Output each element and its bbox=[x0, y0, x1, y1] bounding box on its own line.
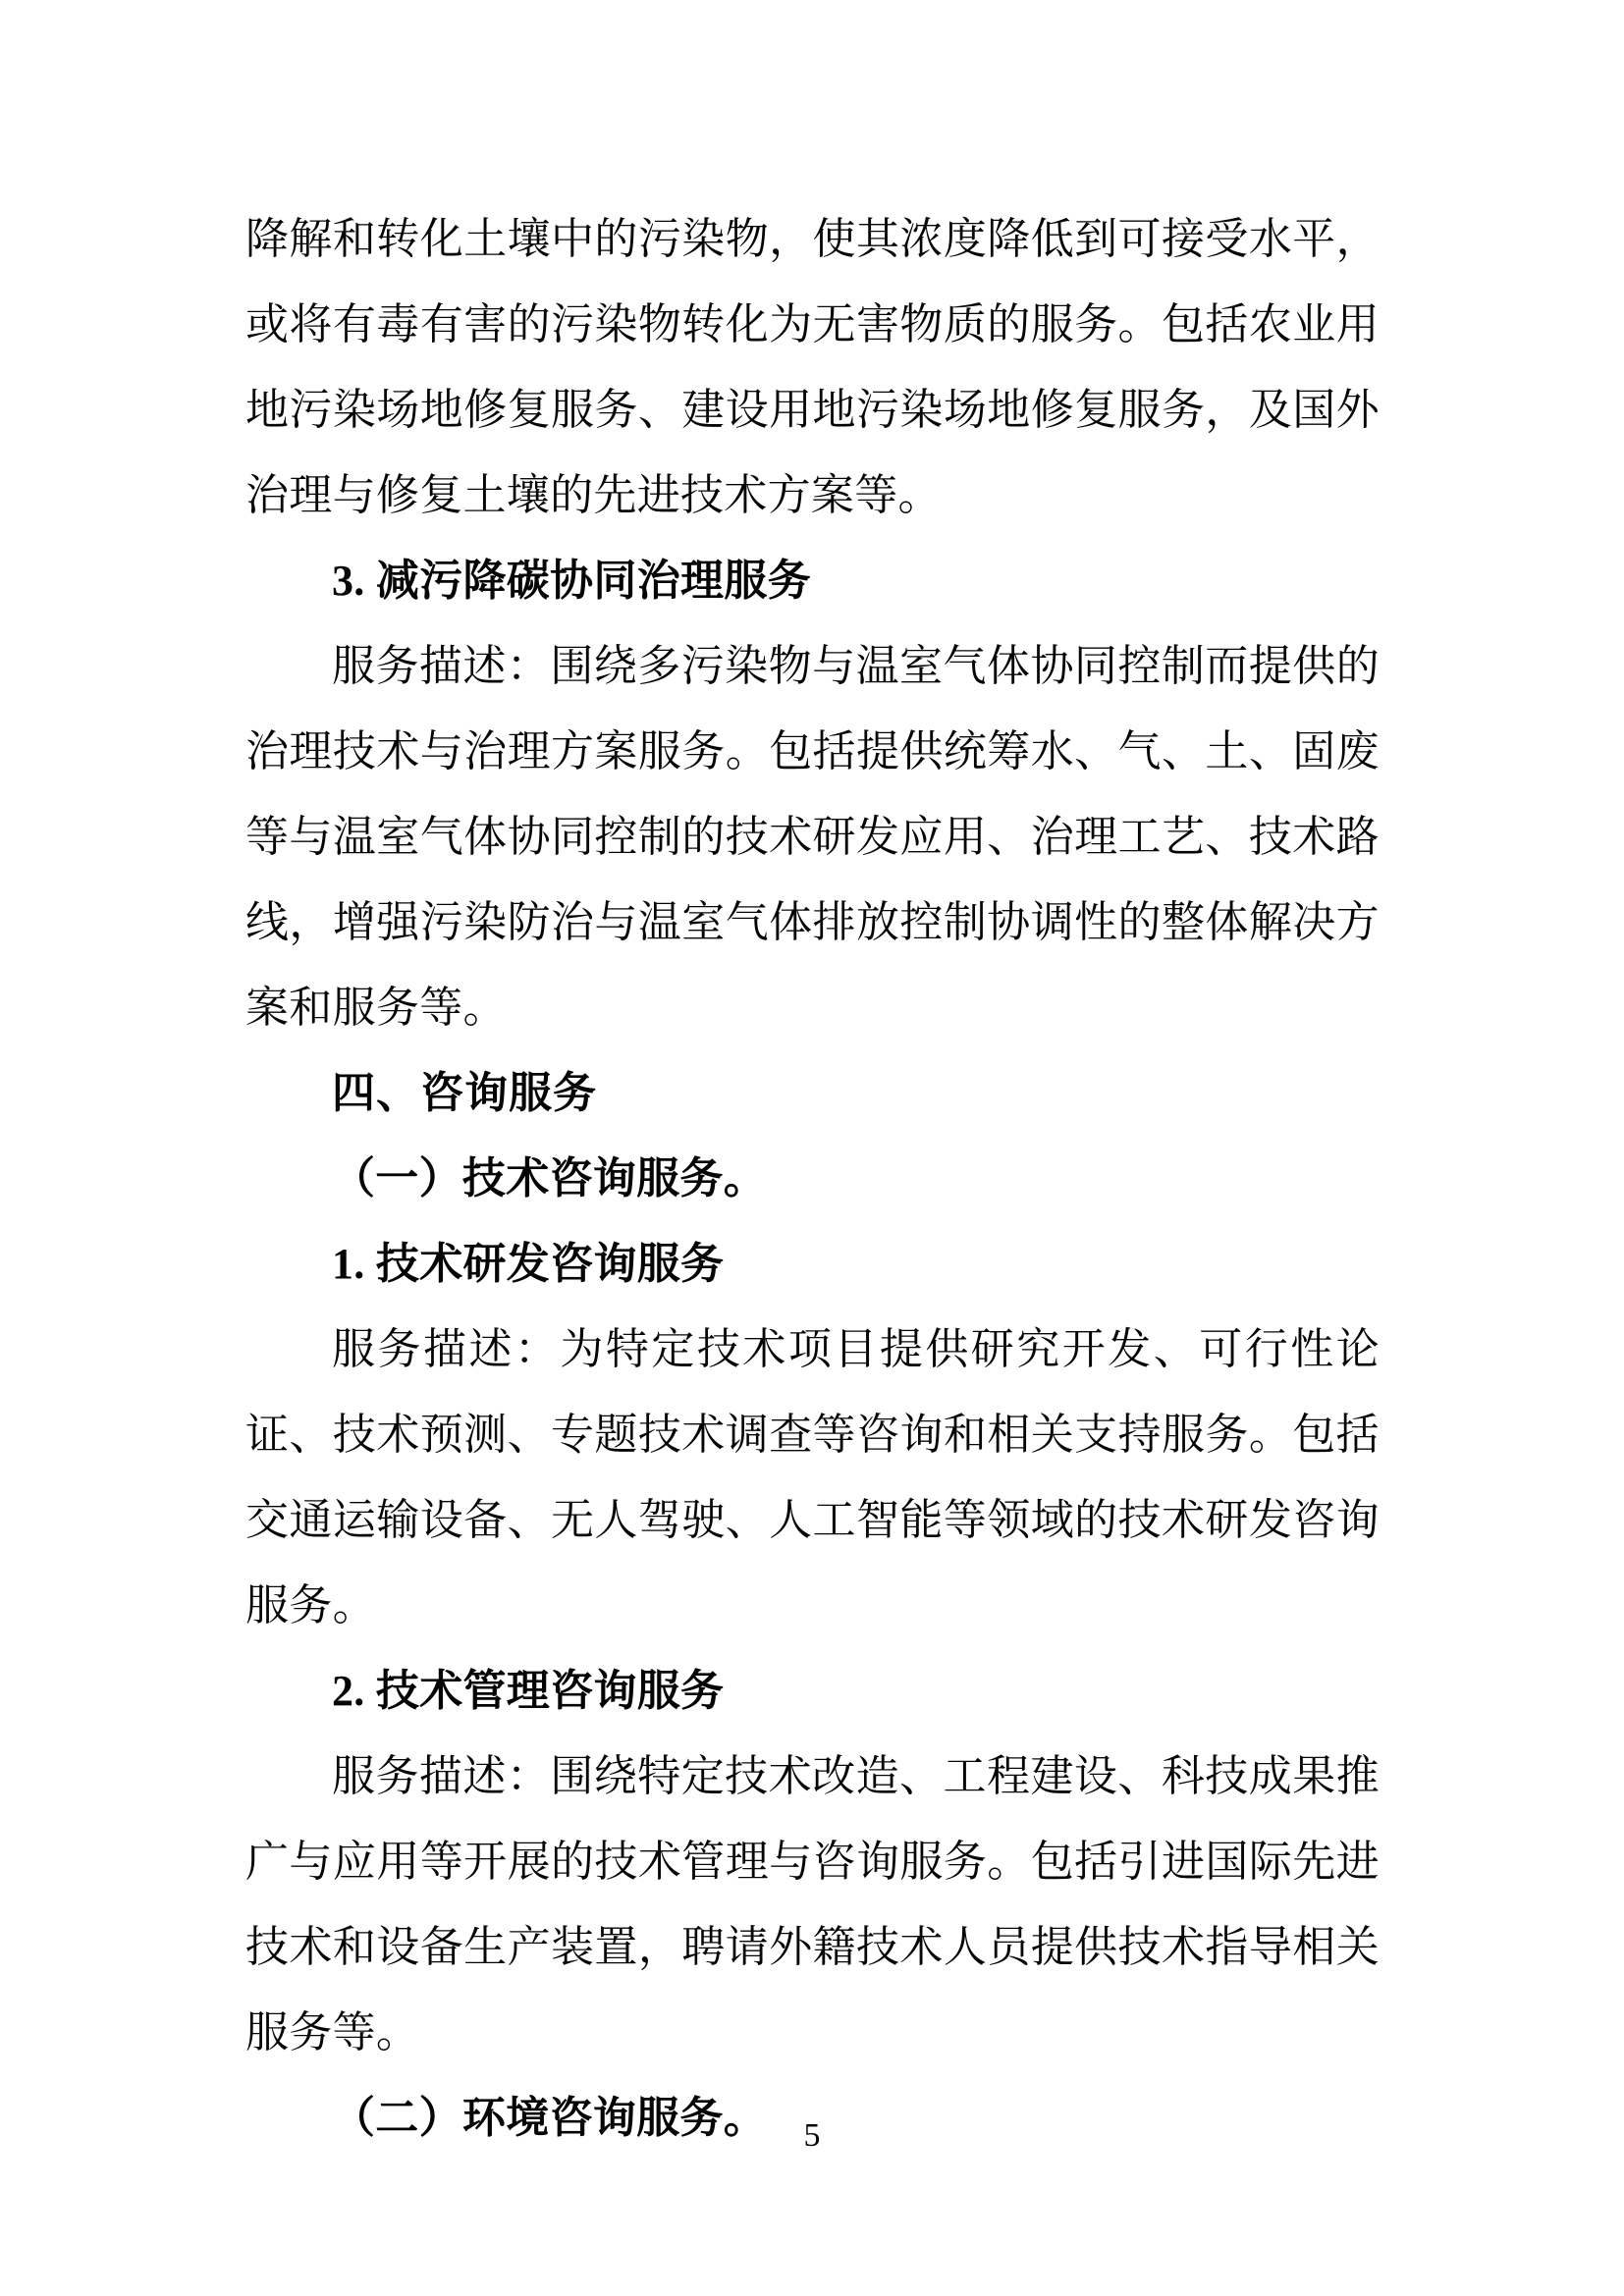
page-number: 5 bbox=[803, 2117, 821, 2154]
numbered-heading-3: 3. 减污降碳协同治理服务 bbox=[332, 557, 811, 605]
numbered-heading-2: 2. 技术管理咨询服务 bbox=[332, 1667, 725, 1715]
body-paragraph-continued: 降解和转化土壤中的污染物，使其浓度降低到可接受水平，或将有毒有害的污染物转化为无害物质的服务。包括农业用地污染场地修复服务、建设用地污染场地修复服务，及国外治理与修复土壤的先进技术方案等。 bbox=[245, 215, 1380, 519]
section-heading-technical-consulting: （一）技术咨询服务。 bbox=[332, 1154, 767, 1202]
body-paragraph-service-description-2: 服务描述：为特定技术项目提供研究开发、可行性论证、技术预测、专题技术调查等咨询和相关支持服务。包括交通运输设备、无人驾驶、人工智能等领域的技术研发咨询服务。 bbox=[245, 1325, 1380, 1629]
section-heading-environmental-consulting: （二）环境咨询服务。 bbox=[332, 2094, 767, 2142]
chapter-heading-consulting-services: 四、咨询服务 bbox=[332, 1069, 597, 1117]
page-text-block bbox=[245, 196, 1380, 2161]
numbered-heading-1: 1. 技术研发咨询服务 bbox=[332, 1240, 725, 1288]
body-paragraph-service-description-1: 服务描述：围绕多污染物与温室气体协同控制而提供的治理技术与治理方案服务。包括提供统筹水、气、土、固废等与温室气体协同控制的技术研发应用、治理工艺、技术路线，增强污染防治与温室气体排放控制协调性的整体解决方案和服务等。 bbox=[245, 642, 1380, 1032]
body-paragraph-service-description-3: 服务描述：围绕特定技术改造、工程建设、科技成果推广与应用等开展的技术管理与咨询服务。包括引进国际先进技术和设备生产装置，聘请外籍技术人员提供技术指导相关服务等。 bbox=[245, 1752, 1380, 2056]
